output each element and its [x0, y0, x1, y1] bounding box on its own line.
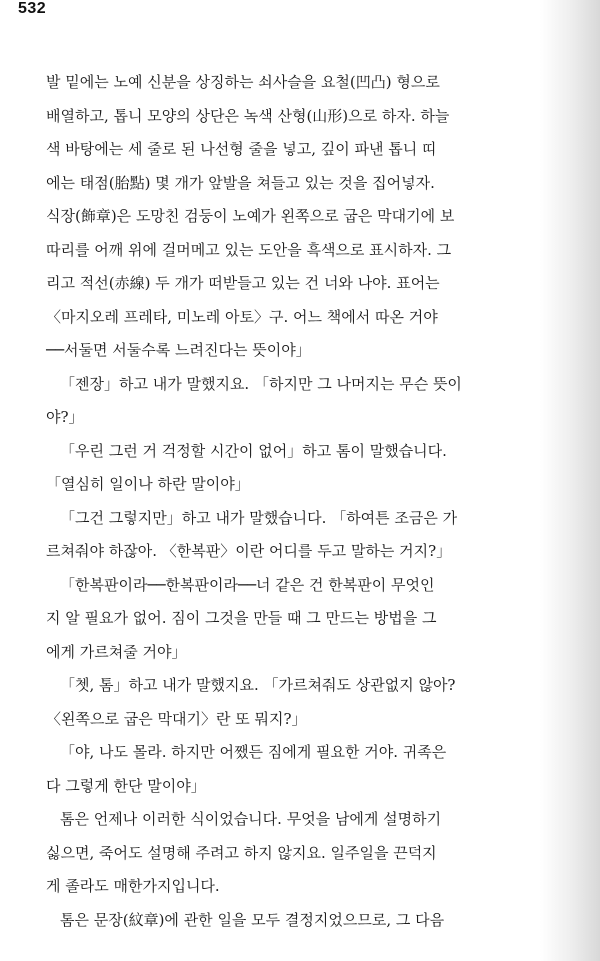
text-line: 「쳇, 톰」하고 내가 말했지요. 「가르쳐줘도 상관없지 않아? [60, 676, 456, 694]
body-text [46, 66, 576, 937]
text-line: 〈마지오레 프레타, 미노레 아토〉구. 어느 책에서 따온 거야 [46, 307, 438, 326]
text-line: 게 졸라도 매한가지입니다. [46, 877, 220, 895]
text-line: 다 그렇게 한단 말이야」 [46, 776, 206, 795]
text-line: 리고 적선(赤線) 두 개가 떠받들고 있는 건 너와 나야. 표어는 [46, 274, 440, 292]
text-line: 에는 태점(胎點) 몇 개가 앞발을 쳐들고 있는 것을 집어넣자. [46, 173, 435, 192]
text-line: 발 밑에는 노예 신분을 상징하는 쇠사슬을 요철(凹凸) 형으로 [46, 73, 440, 91]
text-line: 「열심히 일이나 하란 말이야」 [46, 475, 250, 493]
text-line: 따리를 어깨 위에 걸머메고 있는 도안을 흑색으로 표시하자. 그 [46, 240, 452, 259]
text-line: 「야, 나도 몰라. 하지만 어쨌든 짐에게 필요한 거야. 귀족은 [60, 743, 447, 761]
text-line: 식장(飾章)은 도망친 검둥이 노예가 왼쪽으로 굽은 막대기에 보 [46, 207, 455, 225]
text-line: 배열하고, 톱니 모양의 상단은 녹색 산형(山形)으로 하자. 하늘 [46, 106, 450, 125]
text-line: 〈왼쪽으로 굽은 막대기〉란 또 뭐지?」 [46, 709, 307, 728]
text-line: 야?」 [46, 408, 84, 426]
text-line: 「젠장」하고 내가 말했지요. 「하지만 그 나머지는 무슨 뜻이 [60, 374, 462, 393]
text-line: 르쳐줘야 하잖아. 〈한복판〉이란 어디를 두고 말하는 거지?」 [46, 542, 452, 560]
text-line: ──서둘면 서둘수록 느려진다는 뜻이야」 [46, 341, 311, 359]
text-line: 지 알 필요가 없어. 짐이 그것을 만들 때 그 만드는 방법을 그 [46, 609, 437, 627]
text-line: 싫으면, 죽어도 설명해 주려고 하지 않지요. 일주일을 끈덕지 [46, 843, 437, 862]
text-line: 색 바탕에는 세 줄로 된 나선형 줄을 넣고, 깊이 파낸 톱니 띠 [46, 140, 437, 158]
text-line: 「한복판이라──한복판이라──너 같은 건 한복판이 무엇인 [60, 575, 435, 594]
page-number: 532 [18, 0, 47, 17]
text-line: 톰은 문장(紋章)에 관한 일을 모두 결정지었으므로, 그 다음 [60, 910, 445, 929]
text-line: 「우린 그런 거 걱정할 시간이 없어」하고 톰이 말했습니다. [60, 441, 447, 460]
text-line: 톰은 언제나 이러한 식이었습니다. 무엇을 남에게 설명하기 [60, 810, 442, 828]
text-line: 에게 가르쳐줄 거야」 [46, 642, 187, 661]
text-line: 「그건 그렇지만」하고 내가 말했습니다. 「하여튼 조금은 가 [60, 508, 458, 527]
